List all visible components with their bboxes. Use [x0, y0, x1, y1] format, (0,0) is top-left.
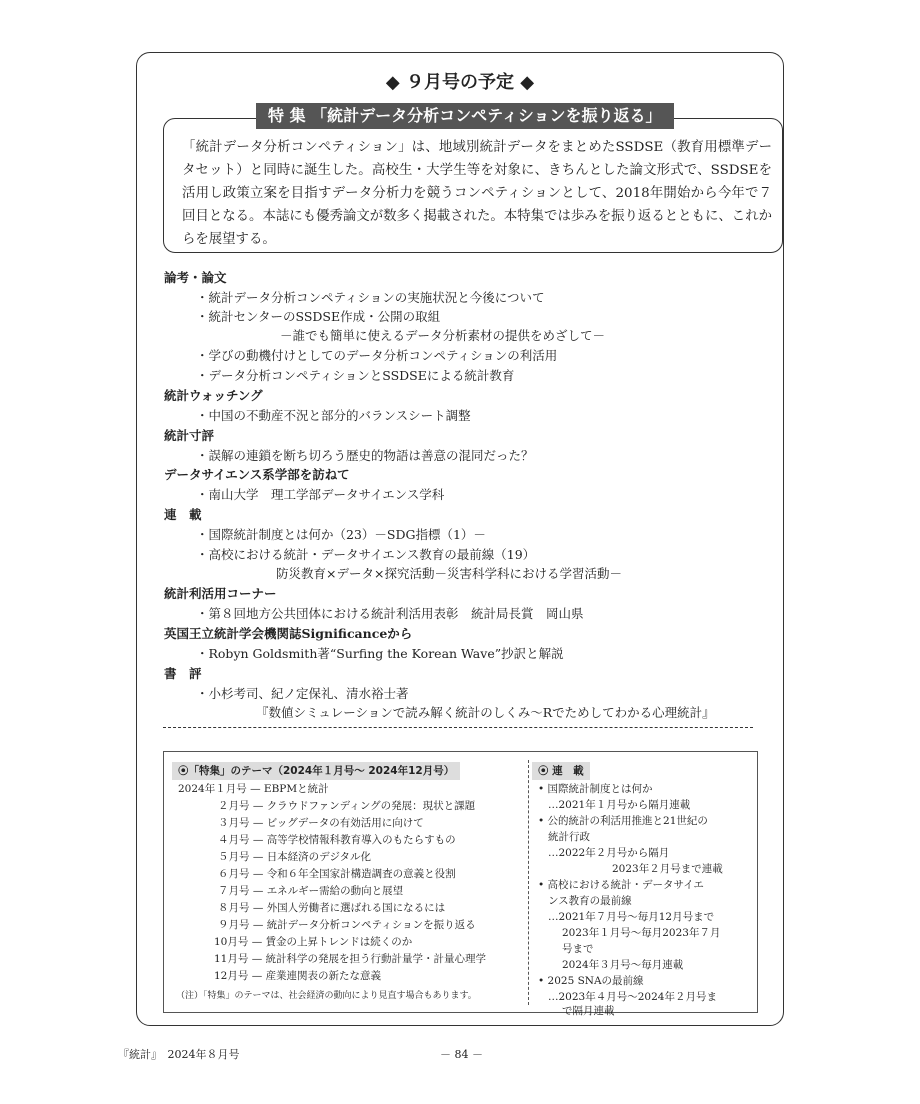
theme-row: ９月号 — 統計データ分析コンペティションを振り返る [218, 919, 476, 931]
toc-category: 連 載 [164, 507, 202, 522]
serial-line: ンス教育の最前線 [548, 895, 632, 907]
page-title: ◆ ９月号の予定 ◆ [385, 72, 535, 93]
toc-item: ・小杉考司、紀ノ定保礼、清水裕士著 [196, 686, 409, 701]
toc-item: ・Robyn Goldsmith著“Surfing the Korean Wave”抄訳と解説 [196, 646, 564, 661]
toc-item: ・統計センターのSSDSE作成・公開の取組 [196, 309, 441, 324]
dashed-divider [163, 727, 753, 728]
theme-row: ８月号 — 外国人労働者に選ばれる国になるには [218, 902, 446, 914]
serial-line: 2023年１月号～毎月2023年７月 [562, 927, 721, 939]
footer-journal: 『統計』 2024年８月号 [118, 1048, 240, 1061]
themes-header: ⦿「特集」のテーマ（2024年１月号～ 2024年12月号） [172, 762, 460, 780]
toc-category: 統計ウォッチング [164, 388, 263, 403]
theme-row: ５月号 — 日本経済のデジタル化 [218, 851, 372, 863]
feature-tab: 特 集 「統計データ分析コンペティションを振り返る」 [256, 103, 674, 129]
toc-item: ・学びの動機付けとしてのデータ分析コンペティションの利活用 [196, 348, 558, 363]
toc-item: ・南山大学 理工学部データサイエンス学科 [196, 487, 445, 502]
serial-line: • 高校における統計・データサイエ [538, 879, 704, 891]
serial-line: 号まで [562, 943, 594, 955]
serial-line: 2023年２月号まで連載 [612, 863, 723, 875]
theme-row: 2024年１月号 — EBPMと統計 [178, 783, 329, 795]
toc-item: ・高校における統計・データサイエンス教育の最前線（19） [196, 547, 536, 562]
toc-item: ・中国の不動産不況と部分的バランスシート調整 [196, 408, 471, 423]
themes-note: （注）「特集」のテーマは、社会経済の動向により見直す場合もあります。 [176, 991, 477, 1001]
theme-row: ４月号 — 高等学校情報科教育導入のもたらすもの [218, 834, 456, 846]
page-number: － 84 － [440, 1048, 483, 1061]
toc-item: ・第８回地方公共団体における統計利活用表彰 統計局長賞 岡山県 [196, 606, 584, 621]
serial-line: • 公的統計の利活用推進と21世紀の [538, 815, 708, 827]
feature-intro: 「統計データ分析コンペティション」は、地域別統計データをまとめたSSDSE（教育用標準データセット）と同時に誕生した。高校生・大学生等を対象に、きちんとした論文形式で、SSDSEを活用し政策立案を目指すデータ分析力を競うコンペティションとして、2018年開始から今年で７回目となる。本誌にも優秀論文が数多く掲載された。本特集では歩みを振り返るとともに、これからを展望する。 [182, 140, 772, 247]
theme-row: 11月号 — 統計科学の発展を担う行動計量学・計量心理学 [214, 953, 487, 965]
serial-line: 統計行政 [548, 831, 590, 843]
toc-item: ・統計データ分析コンペティションの実施状況と今後について [196, 290, 545, 305]
toc-item: ・誤解の連鎖を断ち切ろう歴史的物語は善意の混同だった？ [196, 448, 534, 463]
theme-row: 12月号 — 産業連関表の新たな意義 [214, 970, 382, 982]
column-divider [528, 760, 529, 1005]
toc-category: 統計寸評 [164, 428, 215, 443]
toc-category: 論考・論文 [164, 270, 227, 285]
serial-line: • 2025 SNAの最前線 [538, 975, 644, 987]
serial-line: 2024年３月号～毎月連載 [562, 959, 684, 971]
toc-subtitle: 防災教育×データ×探究活動－災害科学科における学習活動－ [276, 566, 622, 581]
toc-subtitle: －誰でも簡単に使えるデータ分析素材の提供をめざして－ [280, 328, 606, 343]
theme-row: ７月号 — エネルギー需給の動向と展望 [218, 885, 404, 897]
theme-row: 10月号 — 賃金の上昇トレンドは続くのか [214, 936, 413, 948]
serial-line: で隔月連載 [562, 1005, 615, 1017]
toc-category: 英国王立統計学会機関誌Significanceから [164, 626, 413, 641]
serial-line: …2023年４月号～2024年２月号ま [548, 991, 717, 1003]
toc-item: ・国際統計制度とは何か（23）－SDG指標（1）－ [196, 527, 486, 542]
toc-book-title: 『数値シミュレーションで読み解く統計のしくみ～Rでためしてわかる心理統計』 [256, 705, 715, 720]
theme-row: ６月号 — 令和６年全国家計構造調査の意義と役割 [218, 868, 456, 880]
toc-category: 書 評 [164, 666, 202, 681]
serial-line: …2022年２月号から隔月 [548, 847, 670, 859]
serial-line: …2021年１月号から隔月連載 [548, 799, 691, 811]
serial-line: • 国際統計制度とは何か [538, 783, 653, 795]
theme-row: ３月号 — ビッグデータの有効活用に向けて [218, 817, 424, 829]
theme-row: ２月号 — クラウドファンディングの発展：現状と課題 [218, 800, 476, 812]
toc-category: 統計利活用コーナー [164, 586, 277, 601]
toc-item: ・データ分析コンペティションとSSDSEによる統計教育 [196, 368, 515, 383]
serial-header: ⦿ 連 載 [532, 762, 590, 780]
serial-line: …2021年７月号～毎月12月号まで [548, 911, 715, 923]
toc-category: データサイエンス系学部を訪ねて [164, 467, 350, 482]
